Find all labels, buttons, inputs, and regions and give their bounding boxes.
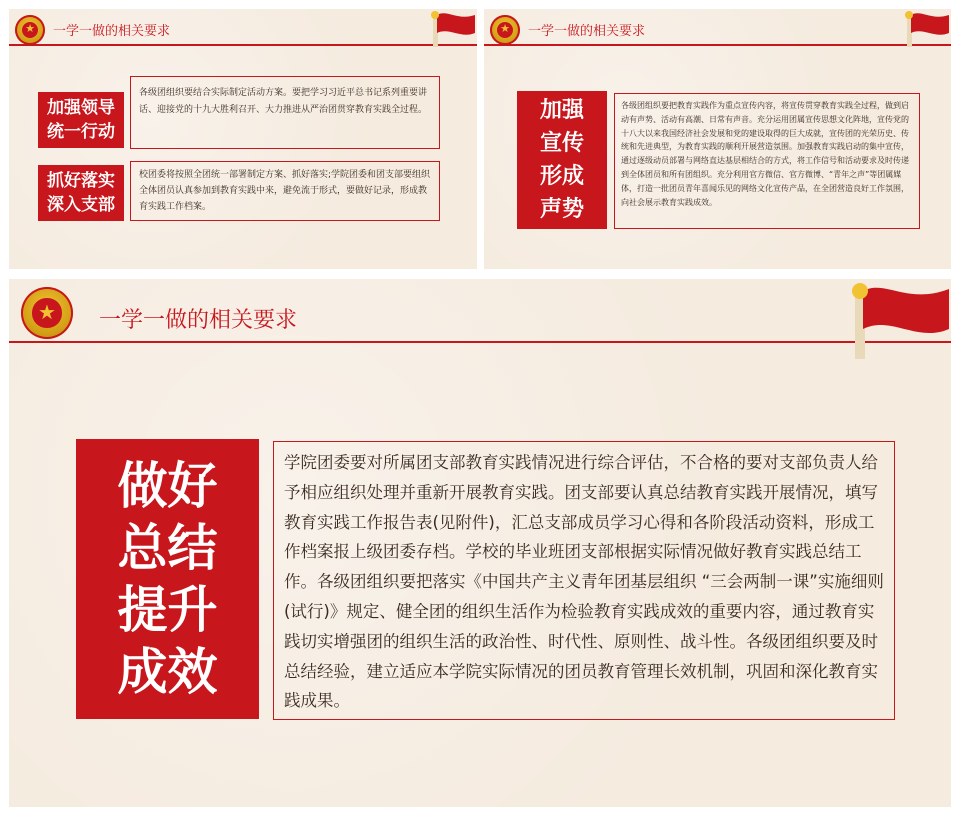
red-flag-torch-icon — [825, 279, 951, 363]
red-flag-torch-icon — [417, 9, 477, 49]
youth-league-badge-icon: ★ — [21, 287, 73, 339]
section-text: 学院团委要对所属团支部教育实践情况进行综合评估，不合格的要对支部负责人给予相应组织处理并重新开展教育实践。团支部要认真总结教育实践开展情况，填写教育实践工作报告表(见附件)，汇总支部成员学习心得和各阶段活动资料，形成工作档案报上级团委存档。学校的毕业班团支部根据实际情况做好教育实践总结工作。各级团组织要把落实《中国共产主义青年团基层组织 “三会两制一课”实施细则(试行)》规定、健全团的组织生活作为检验教育实践成效的重要内容，通过教育实践切实增强团的组织生活的政治性、时代性、原则性、战斗性。各级团组织要及时总结经验，建立适应本学院实际情况的团员教育管理长效机制，巩固和深化教育实践成果。 — [273, 441, 895, 720]
slide-2 — [484, 9, 951, 269]
header-divider — [484, 44, 951, 46]
slide-title: 一学一做的相关要求 — [528, 24, 646, 39]
slide-title: 一学一做的相关要求 — [53, 24, 171, 39]
section-heading: 加强 宣传 形成 声势 — [517, 91, 607, 229]
header-divider — [9, 44, 477, 46]
slide-1 — [9, 9, 477, 269]
section-text: 各级团组织要把教育实践作为重点宣传内容，将宣传贯穿教育实践全过程，做到启动有声势、活动有高潮、日常有声音。充分运用团属宣传思想文化阵地，宣传党的十八大以来我国经济社会发展和党的建设取得的巨大成就，宣传团的光荣历史、传统和先进典型，为教育实践的顺利开展营造氛围。加强教育实践启动的集中宣传，通过逐级动员部署与网络直达基层相结合的方式，将工作信号和活动要求及时传递到全体团员和所有团组织。充分利用官方微信、官方微博、“青年之声”等团属媒体，打造一批团员青年喜闻乐见的网络文化宣传产品，在全团营造良好工作氛围，向社会展示教育实践成效。 — [614, 93, 920, 229]
block-1-text: 各级团组织要结合实际制定活动方案。要把学习习近平总书记系列重要讲话、迎接党的十九大胜利召开、大力推进从严治团贯穿教育实践全过程。 — [130, 76, 440, 149]
header-divider — [9, 341, 951, 343]
youth-league-badge-icon: ★ — [490, 15, 520, 45]
block-1-heading: 加强领导 统一行动 — [38, 92, 124, 148]
red-flag-torch-icon — [891, 9, 951, 49]
block-2-heading: 抓好落实 深入支部 — [38, 165, 124, 221]
youth-league-badge-icon: ★ — [15, 15, 45, 45]
slide-title: 一学一做的相关要求 — [99, 308, 298, 333]
block-2-text: 校团委将按照全团统一部署制定方案、抓好落实;学院团委和团支部要组织全体团员认真参加到教育实践中来，避免流于形式，要做好记录，形成教育实践工作档案。 — [130, 161, 440, 221]
slide-3 — [9, 279, 951, 807]
section-heading: 做好 总结 提升 成效 — [76, 439, 259, 719]
